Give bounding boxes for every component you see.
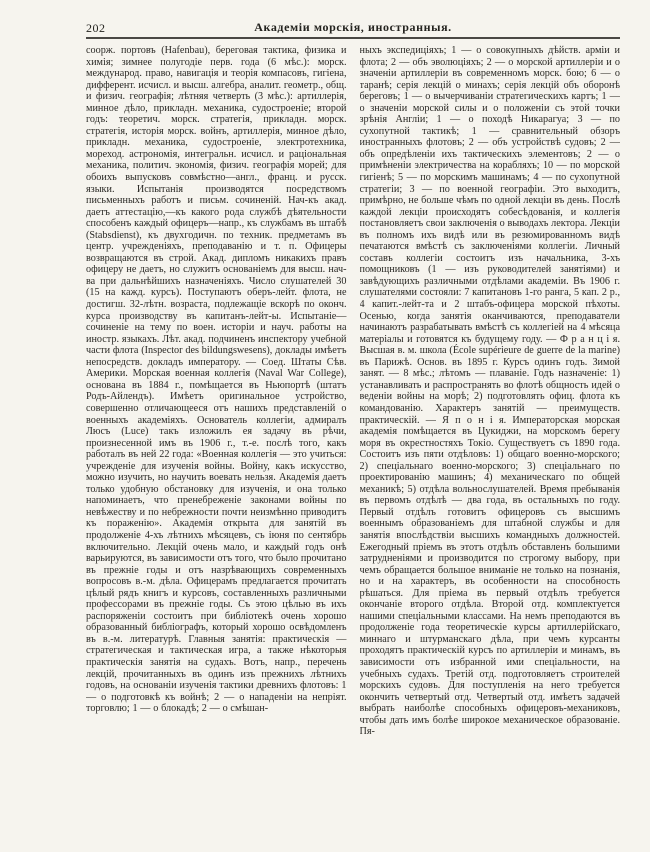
text-column-right: ныхъ экспедиціяхъ; 1 — о совокупныхъ дѣйств. арміи и флота; 2 — объ эволюціяхъ; 2 — о морской артиллеріи и о значеніи артиллеріи въ современномъ морск. бою; 6 — о таранѣ; серія лекцій о минахъ; серія лекцій объ оборонѣ береговъ; 1 — о вычерчиваніи стратегическихъ картъ; 1 — о значеніи морской силы и о положеніи съ этой точки зрѣнія Англіи; 1 — о походѣ Никарагуа; 3 — по сухопутной тактикѣ; 1 — сравнительный обзоръ иностранныхъ флотовъ; 2 — объ устройствѣ судовъ; 2 — объ опредѣленіи ихъ тактическихъ элементовъ; 2 — о примѣненіи электричества на корабляхъ; 10 — по морской гигіенѣ; 5 — по морскимъ машинамъ; 4 — по сухопутной стратегіи; 3 — по военной географіи. Это выходитъ, примѣрно, не больше чѣмъ по одной лекціи въ день. Послѣ каждой лекціи происходятъ собесѣдованія, и коллегія постановляетъ свои заключенія о выводахъ лектора. Лекціи въ полномъ ихъ видѣ или въ резюмированномъ видѣ печатаются вмѣстѣ съ заключеніями коллегіи. Личный составъ коллегіи состоитъ изъ начальника, 3-хъ помощниковъ (1 — изъ руководителей занятіями) и завѣдующихъ различными отдѣлами академіи. Въ 1906 г. слушателями состояли: 7 капитановъ 1-го ранга, 5 кап. 2 р., 4 капит.-лейт-та и 2 штабъ-офицера морской пѣхоты. Осенью, когда занятія оканчиваются, преподаватели начинаютъ разрабатывать вмѣстѣ съ коллегіей на 4 мѣсяца матеріалы и готовятся къ будущему году. — Ф р а н ц і я. Высшая в. м. школа (École supérieure de guerre de la marine) въ Парижѣ. Основ. въ 1895 г. Курсъ одинъ годъ. Зимой занят. — 8 мѣс.; лѣтомъ — плаваніе. Годъ назначеніе: 1) устанавливать и распространять во флотѣ общность идей о веденіи войны на морѣ; 2) подготовлять офиц. флота къ командованію. Характеръ занятій — преимуществ. практическій. — Я п о н і я. Императорская морская академія помѣщается въ Цукиджи, на морскомъ берегу моря въ окрестностяхъ Токіо. Существуетъ съ 1890 года. Состоитъ изъ пяти отдѣловъ: 1) общаго военно-морского; 2) спеціальнаго военно-морского; 3) спеціальнаго по проектированію машинъ; 4) механическаго по общей механикѣ; 5) отдѣла вольнослушателей. Время пребыванія въ первомъ отдѣлѣ — два года, въ остальныхъ по году. Первый отдѣлъ готовитъ офицеровъ съ высшимъ военнымъ образованіемъ для штабной службы и для занятія впослѣдствіи высшихъ командныхъ должностей. Ежегодный пріемъ въ этотъ отдѣлъ обставленъ большими затрудненіями и производится по строгому выбору, при чемъ обращается большое вниманіе не только на познанія, но и на характеръ, въ особенности на способность рѣшаться. Для пріема въ первый отдѣлъ требуется окончаніе второго отдѣла. Второй отд. комплектуется нашими спеціальными классами. На немъ преподаются въ продолженіе года теоретическіе курсы артиллерійскаго, миннаго и штурманскаго дѣла, при чемъ курсанты проходятъ практическій курсъ по артиллеріи и минамъ, въ зависимости отъ избранной ими спеціальности, на учебныхъ судахъ. Третій отд. подготовляетъ строителей морскихъ судовъ. Для поступленія на него требуется окончить четвертый отд. Четвертый отд. имѣетъ задачей выбрать наиболѣе способныхъ офицеровъ-механиковъ, чтобы дать имъ болѣе широкое механическое образованіе. Пя- [359, 45, 620, 738]
text-column-left: соорж. портовъ (Hafenbau), береговая тактика, физика и химія; зимнее полугодіе перв. года (6 мѣс.): морск. международ. право, навигація и теорія компасовъ, гигіена, дифферент. исчисл. и высш. алгебра, аналит. геометр., общ. и физич. географія; лѣтняя четверть (3 мѣс.): артиллерія, минное дѣло, прикладн. механика, судостроеніе; второй годъ: теоретич. морск. стратегія, прикладн. морск. стратегія, исторія морск. войнъ, артиллерія, минное дѣло, прикладн. механика, судостроеніе, электротехника, мореход. астрономія, интегральн. исчисл. и раціональная механика, политич. экономія, физич. географія морей; для обоихъ выпусковъ совмѣстно—англ., франц. и русск. языки. Испытанія производятся посредствомъ письменныхъ работъ и письм. сочиненій. Нач-къ акад. даетъ аттестацію,—къ какого рода службѣ дѣятельности способенъ каждый офицеръ—напр., къ службамъ въ штабѣ (Stabsdienst), къ двухгодичн. по техник. предметамъ въ центр. учрежденіяхъ, преподаванію и т. п. Офицеры возвращаются въ строй. Акад. дипломъ никакихъ правъ офицеру не даетъ, но служитъ основаніемъ для высш. нач-ва при дальнѣйшихъ назначеніяхъ. Число слушателей 30 (15 на кажд. курсъ). Поступаютъ оберъ-лейт. флота, не достигш. 32-лѣтн. возраста, подлежащіе вскорѣ по оконч. курса производству въ капитанъ-лейт-ы. Испытаніе—сочиненіе на тему по воен. исторіи и науч. работы на иностр. языкахъ. Лѣт. акад. подчиненъ инспектору учебной части флота (Inspector des bildungswesens), доклады имѣетъ непосредств. докладъ императору. — Соед. Штаты Сѣв. Америки. Морская военная коллегія (Naval War College), основана въ 1884 г., помѣщается въ Ньюпортѣ (штатъ Родъ-Айлендъ). Имѣетъ оригинальное устройство, совершенно отличающееся отъ нашихъ представленій о военныхъ академіяхъ. Основатель коллегіи, адмиралъ Люсъ (Luce) такъ изложилъ ея задачу въ рѣчи, произнесенной имъ въ 1906 г., т.-е. послѣ того, какъ работалъ въ ней 22 года: «Военная коллегія — это учиться: учрежденіе для изученія войны. Войну, какъ искусство, можно изучить, но научить воевать нельзя. Академія даетъ только удобную обстановку для изученія, и она только напоминаетъ, что пренебреженіе законами войны по невѣжеству и по небрежности почти неизмѣнно приводитъ къ пораженію». Академія открыта для занятій въ продолженіе 4-хъ лѣтнихъ мѣсяцевъ, съ іюня по сентябрь включительно. Лекцій очень мало, и каждый годъ онѣ варьируются, въ зависимости отъ того, что было прочитано въ прежніе годы и отъ назрѣвающихъ современныхъ вопросовъ в.-м. дѣла. Офицерамъ предлагается прочитать цѣлый рядъ книгъ и курсовъ, составленныхъ различными профессорами въ прежніе годы. Съ этою цѣлью въ ихъ распоряженіи состоитъ при библіотекѣ очень хорошо образованный библіографъ, который хорошо освѣдомленъ въ в.-м. литературѣ. Главныя занятія: практическія — стратегическая и тактическая игра, а также нѣкоторыя практическія занятія на судахъ. Вотъ, напр., перечень лекцій, прочитанныхъ въ одинъ изъ прежнихъ лѣтнихъ годовъ, на основаніи изученія тактики древнихъ флотовъ: 1 — о подготовкѣ къ войнѣ; 2 — о нападеніи на непріят. торговлю; 1 — о блокадѣ; 2 — о смѣшан- [86, 45, 347, 715]
page-header [86, 20, 620, 36]
page-title: Академіи морскія, иностранныя. [254, 20, 452, 34]
header-divider [86, 37, 620, 39]
page-number: 202 [86, 21, 106, 35]
text-body [86, 45, 620, 845]
